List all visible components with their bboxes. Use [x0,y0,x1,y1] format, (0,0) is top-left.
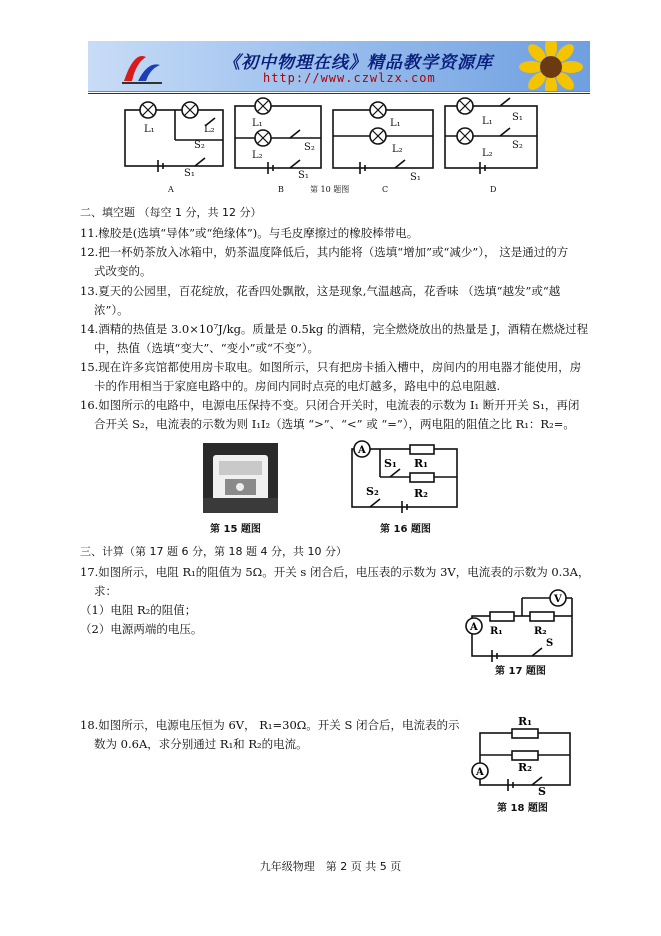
svg-text:R₁: R₁ [414,457,428,470]
section-3-heading: 三、计算（第 17 题 6 分，第 18 题 4 分，共 10 分） [80,545,347,558]
question-12-line-2: 式改变的。 [94,264,152,278]
header-url: http://www.czwlzx.com [263,71,436,85]
svg-text:A: A [470,622,478,633]
figure-18-caption: 第 18 题图 [497,803,548,814]
room-card-photo [203,443,278,513]
svg-text:R₂: R₂ [414,487,428,500]
figure-17-caption: 第 17 题图 [495,666,546,677]
header-title: 《初中物理在线》精品教学资源库 [223,53,493,73]
question-18-line-1: 18.如图所示，电源电压恒为 6V， R₁=30Ω。开关 S 闭合后，电流表的示 [80,718,460,732]
svg-text:V: V [554,594,562,605]
svg-text:L₂: L₂ [392,144,403,155]
svg-text:S₁: S₁ [298,170,309,181]
question-16-line-1: 16.如图所示的电路中，电源电压保持不变。只闭合开关时，电流表的示数为 I₁ 断开开关 S₁，再闭 [80,398,580,412]
figure-16-caption: 第 16 题图 [380,524,431,535]
svg-text:C: C [382,185,389,194]
svg-text:R₂: R₂ [518,761,532,774]
page-footer: 九年级物理 第 2 页 共 5 页 [259,860,402,873]
question-17-line-2: 求： [94,584,117,598]
question-18-line-2: 数为 0.6A，求分别通过 R₁和 R₂的电流。 [94,737,308,751]
question-13-line-2: 浓”）。 [94,303,129,317]
header-rule [88,93,590,94]
figure-10-circuits [120,96,555,198]
svg-text:S₂: S₂ [512,140,523,151]
question-11: 11.橡胶是(选填“导体”或“绝缘体”)。与毛皮摩擦过的橡胶棒带电。 [80,226,419,240]
svg-text:L₂: L₂ [204,124,215,135]
question-17-part-1: （1）电阻 R₂的阻值； [80,603,197,617]
logo-icon [116,47,166,87]
question-16-line-2: 合开关 S₂，电流表的示数为则 I₁I₂（选填 “>”、“<” 或 “=”），两电阻的阻值之比 R₁：R₂=。 [94,417,575,431]
svg-text:L₁: L₁ [482,116,493,127]
svg-text:S₁: S₁ [410,172,421,183]
svg-text:L₁: L₁ [390,118,401,129]
svg-text:S₂: S₂ [304,142,315,153]
svg-text:L₁: L₁ [144,124,155,135]
svg-text:L₁: L₁ [252,118,263,129]
svg-text:第 10 题图: 第 10 题图 [310,185,350,194]
question-15-line-1: 15.现在许多宾馆都使用房卡取电。如图所示，只有把房卡插入槽中，房间内的用电器才能使用，房 [80,360,582,374]
svg-text:S: S [546,638,554,649]
svg-text:S: S [538,785,546,795]
figure-18-circuit [470,715,580,795]
figure-16-circuit [340,437,465,517]
question-15-line-2: 卡的作用相当于家庭电路中的。房间内同时点亮的电灯越多，路电中的总电阻越. [94,379,501,393]
section-2-heading: 二、填空题 （每空 1 分，共 12 分） [80,206,262,219]
question-14-line-2: 中，热值（选填“变大”、“变小”或“不变”）。 [94,341,320,355]
svg-text:L₂: L₂ [252,150,263,161]
svg-text:S₁: S₁ [184,168,195,179]
question-14-line-1: 14.酒精的热值是 3.0×10⁷J/kg。质量是 0.5kg 的酒精，完全燃烧放出的热量是 J，酒精在燃烧过程 [80,322,589,336]
svg-text:R₁: R₁ [518,715,532,728]
svg-text:A: A [476,767,484,778]
svg-text:S₂: S₂ [366,485,379,498]
question-17-line-1: 17.如图所示，电阻 R₁的阻值为 5Ω。开关 s 闭合后，电压表的示数为 3V，电流表的示数为 0.3A， [80,565,590,579]
header-banner [88,41,590,92]
svg-text:L₂: L₂ [482,148,493,159]
svg-text:A: A [168,185,174,194]
svg-text:R₂: R₂ [534,626,547,637]
question-13-line-1: 13.夏天的公园里，百花绽放，花香四处飘散，这是现象,气温越高，花香味 （选填“越发”或“越 [80,284,561,298]
svg-text:B: B [278,185,284,194]
question-17-part-2: （2）电源两端的电压。 [80,622,203,636]
figure-15-caption: 第 15 题图 [210,524,261,535]
svg-text:S₂: S₂ [194,140,205,151]
svg-text:S₁: S₁ [512,112,523,123]
svg-text:S₁: S₁ [384,457,397,470]
sunflower-icon [516,41,586,92]
figure-17-circuit [462,588,582,663]
svg-text:D: D [490,185,497,194]
svg-text:R₁: R₁ [490,626,503,637]
svg-text:A: A [358,445,366,456]
question-12-line-1: 12.把一杯奶茶放入冰箱中，奶茶温度降低后，其内能将（选填“增加”或“减少”）， 这是通过的方 [80,245,569,259]
